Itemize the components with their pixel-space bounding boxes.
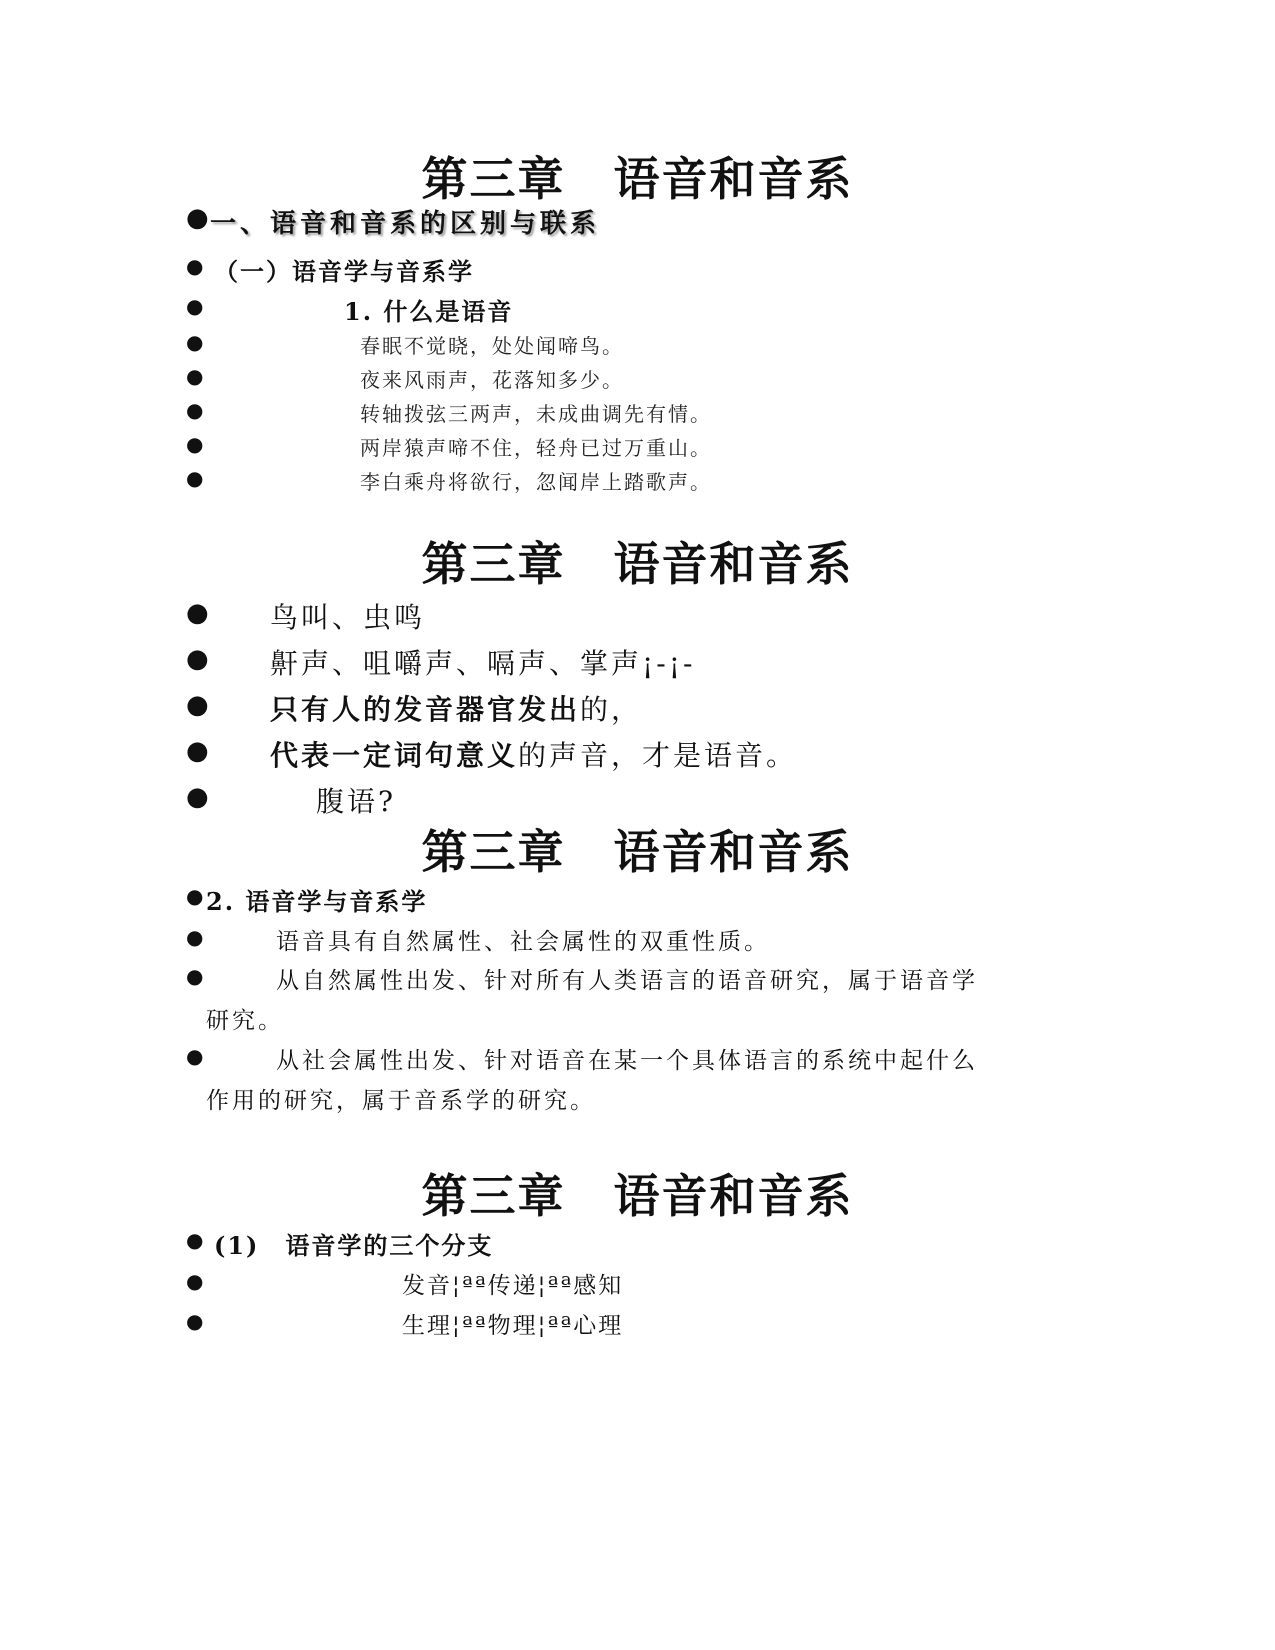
bullet-icon: ● — [186, 736, 209, 766]
bullet-icon: ● — [186, 925, 204, 949]
bullet-icon: ● — [186, 1228, 204, 1252]
bullet-icon: ● — [186, 1269, 204, 1293]
chapter-title: 第三章 语音和音系 — [421, 1169, 854, 1223]
bullet-icon: ● — [186, 432, 204, 456]
plain-text: 的， — [580, 693, 643, 726]
chapter-title: 第三章 语音和音系 — [421, 152, 854, 206]
section-heading: 2. 语音学与音系学 — [206, 887, 428, 916]
bullet-icon: ● — [186, 884, 204, 908]
bullet-icon: ● — [186, 690, 209, 720]
text-line — [270, 734, 797, 774]
bullet-icon: ● — [186, 1309, 204, 1333]
paragraph-line: 作用的研究，属于音系学的研究。 — [206, 1088, 596, 1114]
bullet-icon: ● — [186, 203, 209, 233]
item-heading: 1. 什么是语音 — [344, 297, 514, 326]
text-line: 生理¦ªª物理¦ªª心理 — [402, 1313, 624, 1339]
text-line: 鼾声、咀嚼声、嗝声、掌声¡-¡- — [270, 647, 696, 680]
paragraph-line: 从自然属性出发、针对所有人类语言的语音研究，属于语音学 — [276, 968, 978, 994]
poem-line: 夜来风雨声，花落知多少。 — [360, 368, 624, 392]
paragraph-line: 研究。 — [206, 1008, 284, 1034]
paragraph: 语音具有自然属性、社会属性的双重性质。 — [276, 929, 770, 955]
bullet-icon: ● — [186, 294, 204, 318]
bullet-icon: ● — [186, 644, 209, 674]
chapter-title: 第三章 语音和音系 — [421, 825, 854, 879]
paragraph-line: 从社会属性出发、针对语音在某一个具体语言的系统中起什么 — [276, 1048, 978, 1074]
section-heading: 一、语音和音系的区别与联系 — [210, 209, 601, 239]
poem-line: 春眠不觉晓，处处闻啼鸟。 — [360, 334, 624, 358]
plain-text: 的声音，才是语音。 — [518, 739, 798, 772]
bullet-icon: ● — [186, 254, 204, 278]
section-heading: (1) 语音学的三个分支 — [214, 1231, 494, 1260]
text-line: 腹语? — [316, 785, 397, 818]
poem-line: 李白乘舟将欲行，忽闻岸上踏歌声。 — [360, 470, 712, 494]
bullet-icon: ● — [186, 1044, 204, 1068]
poem-line: 转轴拨弦三两声，未成曲调先有情。 — [360, 402, 712, 426]
bullet-icon: ● — [186, 398, 204, 422]
emphasis-text: 代表一定词句意义 — [270, 739, 519, 772]
bullet-icon: ● — [186, 782, 209, 812]
text-line: 鸟叫、虫鸣 — [270, 601, 426, 634]
poem-line: 两岸猿声啼不住，轻舟已过万重山。 — [360, 436, 712, 460]
subsection-heading: （一）语音学与音系学 — [214, 257, 474, 286]
emphasis-text: 只有人的发音器官发出 — [270, 693, 581, 726]
bullet-icon: ● — [186, 598, 209, 628]
text-line — [270, 688, 642, 728]
bullet-icon: ● — [186, 364, 204, 388]
chapter-title: 第三章 语音和音系 — [421, 537, 854, 591]
text-line: 发音¦ªª传递¦ªª感知 — [402, 1273, 624, 1299]
bullet-icon: ● — [186, 466, 204, 490]
bullet-icon: ● — [186, 964, 204, 988]
bullet-icon: ● — [186, 330, 204, 354]
